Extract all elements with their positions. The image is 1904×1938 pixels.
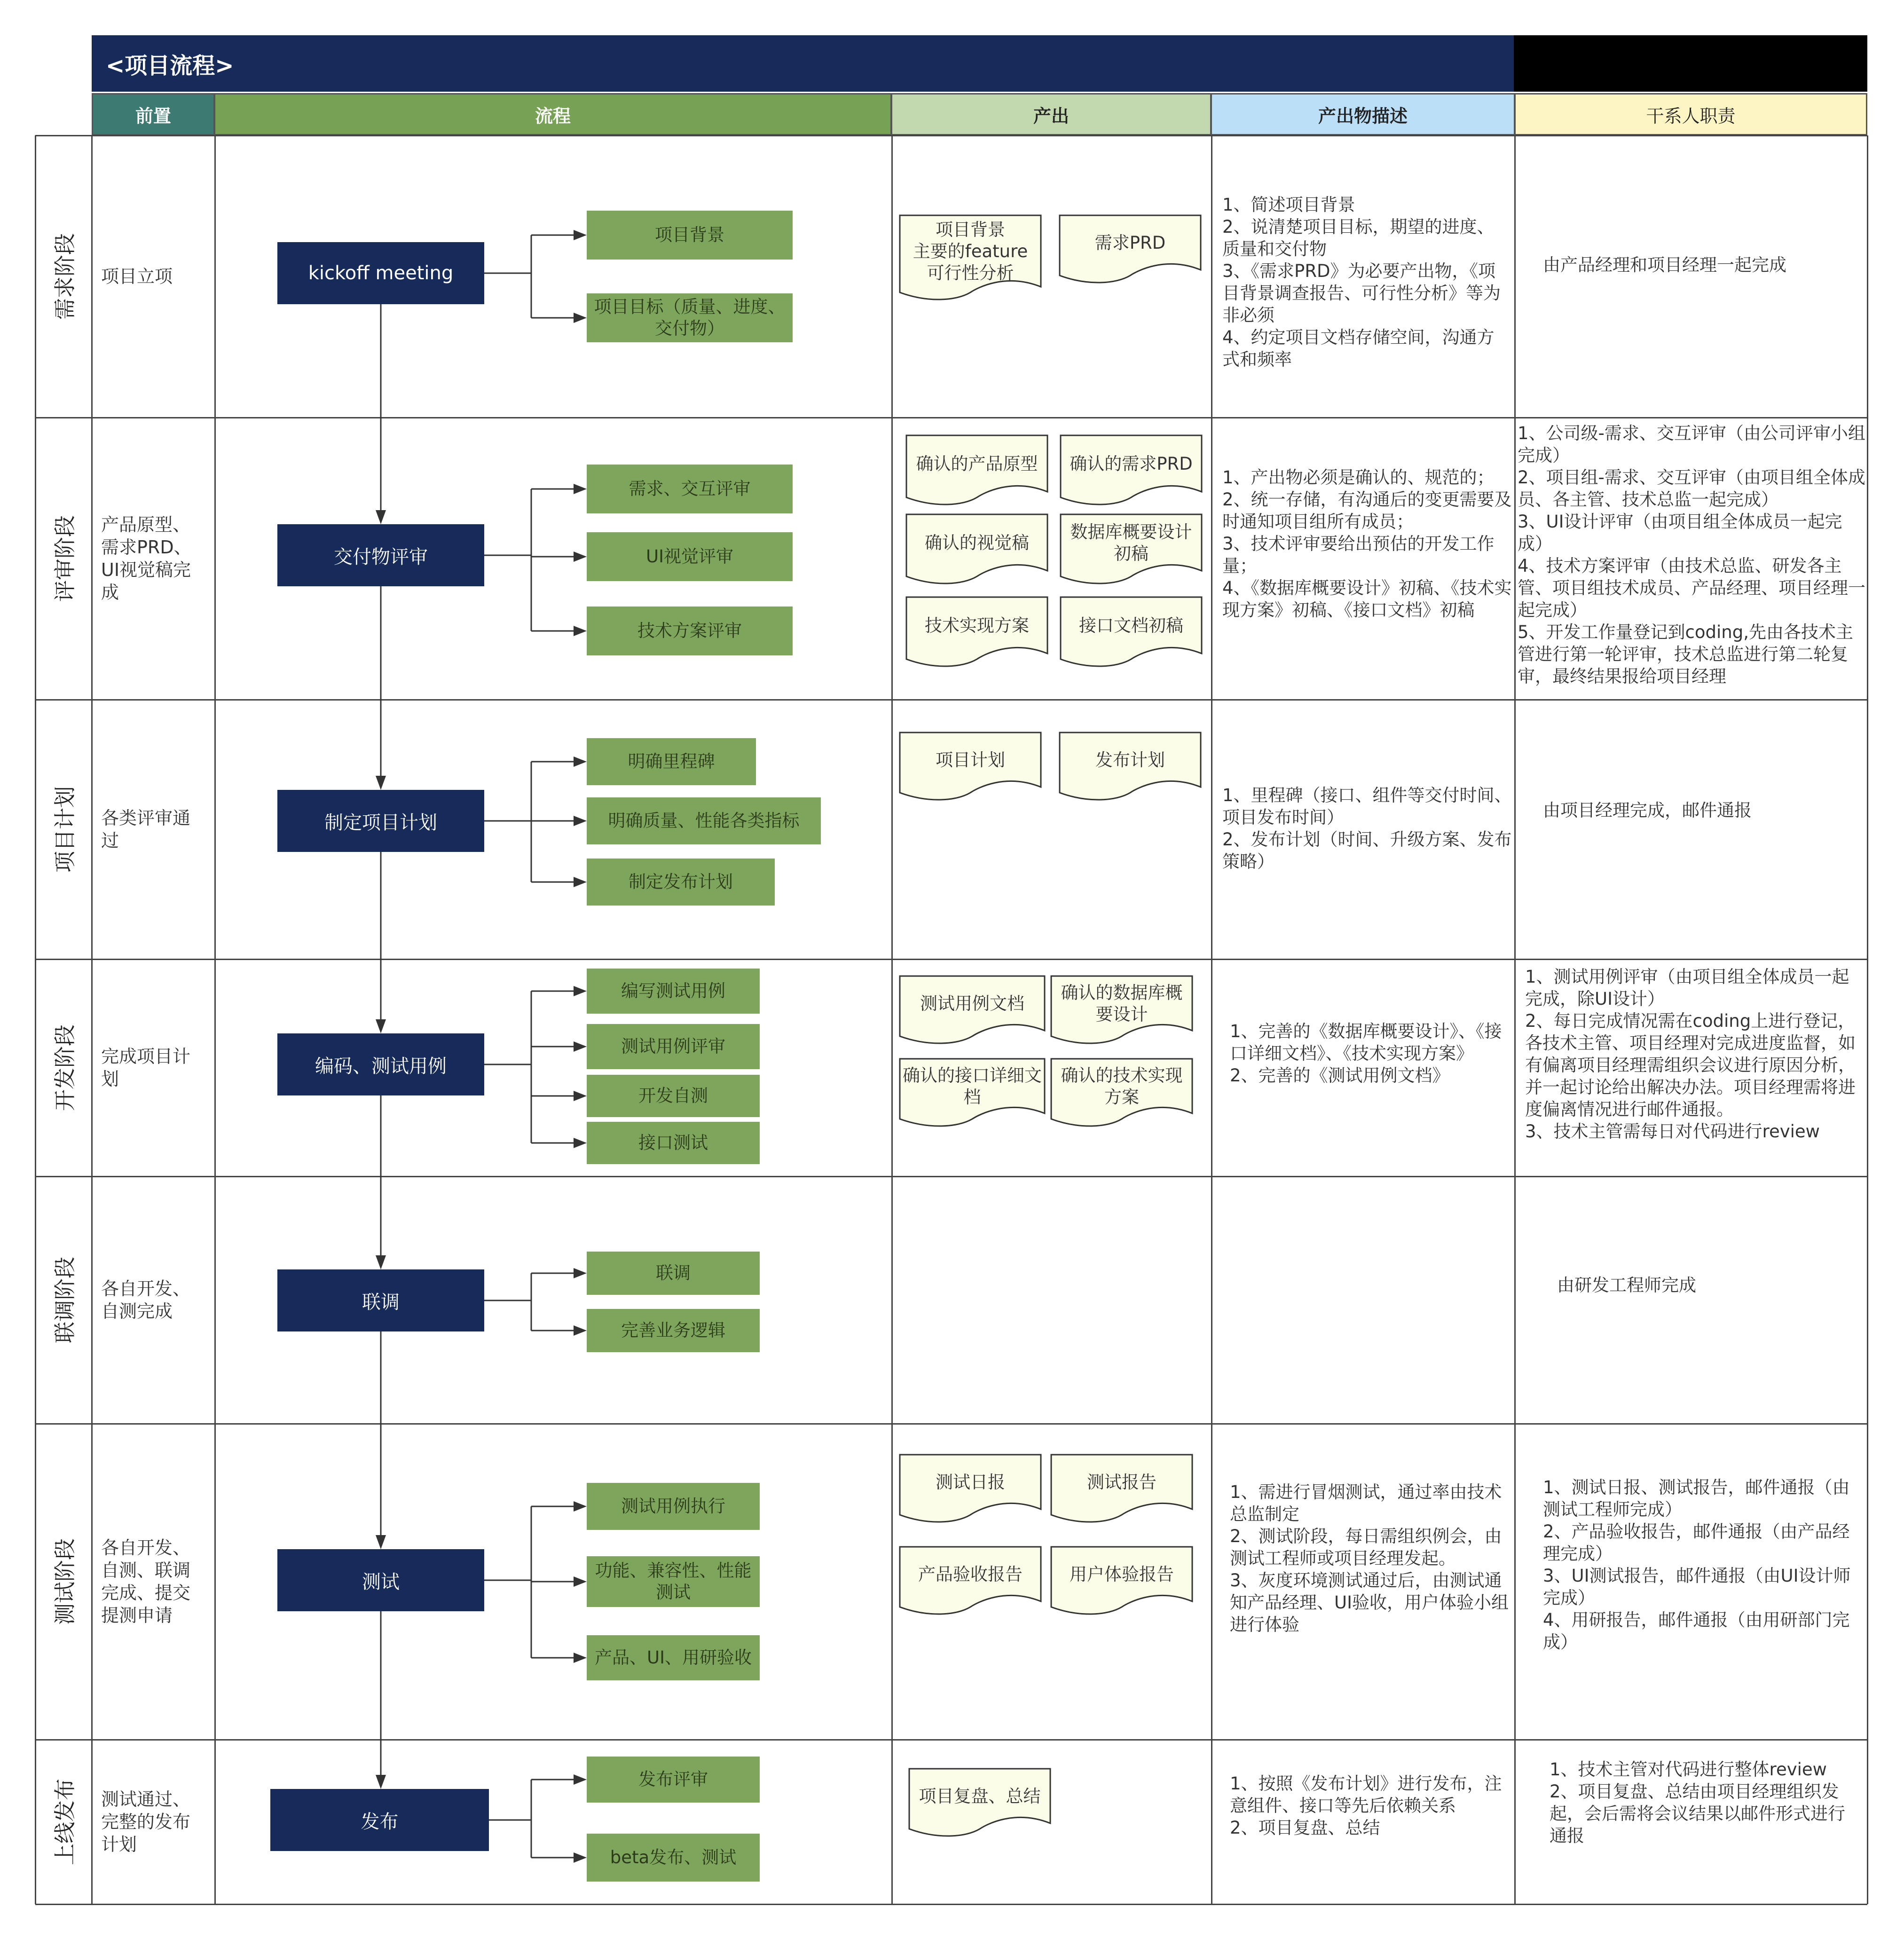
sub-step-box[interactable]: 功能、兼容性、性能测试 [587, 1556, 760, 1607]
arrowhead [574, 1501, 587, 1512]
sub-step-box[interactable]: 测试用例评审 [587, 1024, 760, 1069]
prerequisite-text: 项目立项 [101, 266, 173, 287]
document-label: 确认的数据库概要设计 [1061, 983, 1183, 1024]
document-label: 确认的需求PRD [1070, 454, 1193, 474]
arrowhead [376, 510, 386, 524]
sub-step-box[interactable]: 联调 [587, 1252, 760, 1295]
header-output-desc: 产出物描述 [1211, 93, 1515, 135]
stakeholder-duty: 1、公司级-需求、交互评审（由公司评审小组完成） 2、项目组-需求、交互评审（由项目组全体成员、各主管、技术总监一起完成） 3、UI设计评审（由项目组全体成员一起完成） 4、技术方案评审（由技术总监、研发各主管、项目组技术成员、产品经理、项目经理一起完成） 5、开发工作量登记到coding,先由各技术主管进行第一轮评审，技术总监进行第二轮复审，最终结果报给项目经理 [1518, 423, 1865, 686]
process-box[interactable]: 联调 [277, 1269, 484, 1331]
prerequisite-text: 测试通过、完整的发布计划 [101, 1789, 191, 1855]
process-box[interactable]: 交付物评审 [277, 524, 484, 586]
arrowhead [574, 1138, 587, 1148]
arrowhead [376, 1535, 386, 1549]
prerequisite-text: 各类评审通过 [101, 808, 191, 851]
document-label: 确认的技术实现方案 [1061, 1065, 1183, 1107]
process-box[interactable]: 制定项目计划 [277, 790, 484, 852]
sub-step-box[interactable]: UI视觉评审 [587, 532, 793, 581]
process-box[interactable]: 测试 [277, 1549, 484, 1611]
sub-step-box[interactable]: beta发布、测试 [587, 1834, 760, 1882]
sub-step-box[interactable]: 需求、交互评审 [587, 465, 793, 513]
output-description: 1、简述项目背景 2、说清楚项目目标，期望的进度、质量和交付物 3、《需求PRD》为必要产出物，《项目背景调查报告、可行性分析》等为非必须 4、约定项目文档存储空间，沟通方式和频率 [1222, 195, 1501, 370]
sub-step-box[interactable]: 明确里程碑 [587, 738, 756, 785]
header-output: 产出 [891, 93, 1212, 135]
output-description: 1、需进行冒烟测试，通过率由技术总监制定 2、测试阶段，每日需组织例会，由测试工程师或项目经理发起。 3、灰度环境测试通过后，由测试通知产品经理、UI验收，用户体验小组进行体验 [1230, 1482, 1509, 1635]
document-label: 项目计划 [936, 750, 1005, 770]
sub-step-box[interactable]: 技术方案评审 [587, 607, 793, 655]
stakeholder-duty: 由产品经理和项目经理一起完成 [1543, 255, 1786, 275]
header-flow: 流程 [214, 93, 892, 135]
document-label: 测试用例文档 [920, 993, 1024, 1014]
sub-step-box[interactable]: 明确质量、性能各类指标 [587, 797, 821, 844]
prerequisite-text: 产品原型、需求PRD、UI视觉稿完成 [101, 514, 192, 603]
sub-step-box[interactable]: 接口测试 [587, 1122, 760, 1164]
process-box[interactable]: kickoff meeting [277, 242, 484, 304]
arrowhead [574, 313, 587, 323]
page-title: <项目流程> [92, 35, 1514, 92]
arrowhead [574, 1041, 587, 1052]
process-box[interactable]: 发布 [270, 1789, 489, 1851]
phase-name: 需求阶段 [52, 233, 78, 320]
arrowhead [574, 1576, 587, 1587]
arrowhead [574, 230, 587, 240]
document-label: 确认的产品原型 [916, 454, 1038, 474]
phase-name: 项目计划 [52, 786, 78, 873]
output-description: 1、里程碑（接口、组件等交付时间、项目发布时间） 2、发布计划（时间、升级方案、发布策略） [1222, 785, 1512, 872]
output-description: 1、按照《发布计划》进行发布，注意组件、接口等先后依赖关系 2、项目复盘、总结 [1230, 1773, 1502, 1838]
sub-step-box[interactable]: 项目目标（质量、进度、交付物） [587, 293, 793, 342]
header-stakeholder: 干系人职责 [1514, 93, 1867, 135]
sub-step-box[interactable]: 测试用例执行 [587, 1483, 760, 1530]
arrowhead [574, 1852, 587, 1863]
process-box[interactable]: 编码、测试用例 [277, 1033, 484, 1095]
document-label: 测试报告 [1087, 1472, 1157, 1492]
document-label: 数据库概要设计初稿 [1070, 522, 1192, 564]
prerequisite-text: 各自开发、自测完成 [101, 1278, 191, 1322]
document-label: 需求PRD [1094, 233, 1166, 253]
arrowhead [574, 626, 587, 636]
document-label: 接口文档初稿 [1079, 615, 1183, 636]
arrowhead [574, 1653, 587, 1663]
arrowhead [376, 1775, 386, 1789]
document-label: 技术实现方案 [925, 615, 1029, 636]
phase-name: 联调阶段 [52, 1257, 78, 1343]
sub-step-box[interactable]: 完善业务逻辑 [587, 1309, 760, 1352]
arrowhead [574, 1268, 587, 1278]
prerequisite-text: 各自开发、自测、联调完成、提交提测申请 [101, 1537, 191, 1626]
header-pre: 前置 [92, 93, 215, 135]
document-label: 项目复盘、总结 [919, 1786, 1041, 1806]
sub-step-box[interactable]: 发布评审 [587, 1757, 760, 1803]
arrowhead [574, 877, 587, 887]
arrowhead [574, 816, 587, 826]
output-description: 1、完善的《数据库概要设计》、《接口详细文档》、《技术实现方案》 2、完善的《测试用例文档》 [1230, 1021, 1502, 1086]
document-label: 产品验收报告 [918, 1564, 1023, 1584]
document-label: 项目背景 主要的feature 可行性分析 [913, 220, 1028, 283]
document-label: 用户体验报告 [1070, 1564, 1174, 1584]
stakeholder-duty: 由项目经理完成，邮件通报 [1543, 800, 1752, 820]
document-label: 确认的接口详细文档 [903, 1065, 1042, 1107]
phase-name: 上线发布 [52, 1779, 78, 1865]
sub-step-box[interactable]: 产品、UI、用研验收 [587, 1635, 760, 1680]
stakeholder-duty: 1、测试用例评审（由项目组全体成员一起完成，除UI设计） 2、每日完成情况需在coding上进行登记，各技术主管、项目经理对完成进度监督，如有偏离项目经理需组织会议进行原因分析，并一起讨论给出解决办法。项目经理需将进度偏离情况进行邮件通报。 3、技术主管需每日对代码进行review [1525, 967, 1856, 1142]
arrowhead [376, 1019, 386, 1033]
stakeholder-duty: 1、测试日报、测试报告，邮件通报（由测试工程师完成） 2、产品验收报告，邮件通报（由产品经理完成） 3、UI测试报告，邮件通报（由UI设计师完成） 4、用研报告，邮件通报（由用研部门完成） [1543, 1477, 1851, 1652]
arrowhead [574, 1774, 587, 1785]
stakeholder-duty: 由研发工程师完成 [1557, 1275, 1696, 1295]
phase-name: 评审阶段 [52, 515, 78, 602]
phase-name: 测试阶段 [52, 1538, 78, 1625]
sub-step-box[interactable]: 开发自测 [587, 1075, 760, 1117]
arrowhead [376, 776, 386, 790]
document-label: 确认的视觉稿 [925, 533, 1029, 553]
document-label: 发布计划 [1095, 750, 1165, 770]
sub-step-box[interactable]: 项目背景 [587, 211, 793, 260]
arrowhead [574, 986, 587, 996]
arrowhead [574, 1325, 587, 1336]
output-description: 1、产出物必须是确认的、规范的； 2、统一存储，有沟通后的变更需要及时通知项目组所有成员； 3、技术评审要给出预估的开发工作量； 4、《数据库概要设计》初稿、《技术实现方案》初稿、《接口文档》初稿 [1222, 467, 1512, 620]
prerequisite-text: 完成项目计划 [101, 1046, 191, 1089]
arrowhead [574, 756, 587, 767]
arrowhead [574, 551, 587, 562]
sub-step-box[interactable]: 编写测试用例 [587, 969, 760, 1014]
document-label: 测试日报 [936, 1472, 1005, 1492]
sub-step-box[interactable]: 制定发布计划 [587, 859, 775, 906]
arrowhead [376, 1255, 386, 1269]
stakeholder-duty: 1、技术主管对代码进行整体review 2、项目复盘、总结由项目经理组织发起，会后需将会议结果以邮件形式进行通报 [1550, 1759, 1845, 1846]
arrowhead [574, 484, 587, 494]
arrowhead [574, 1091, 587, 1101]
phase-name: 开发阶段 [52, 1024, 78, 1111]
